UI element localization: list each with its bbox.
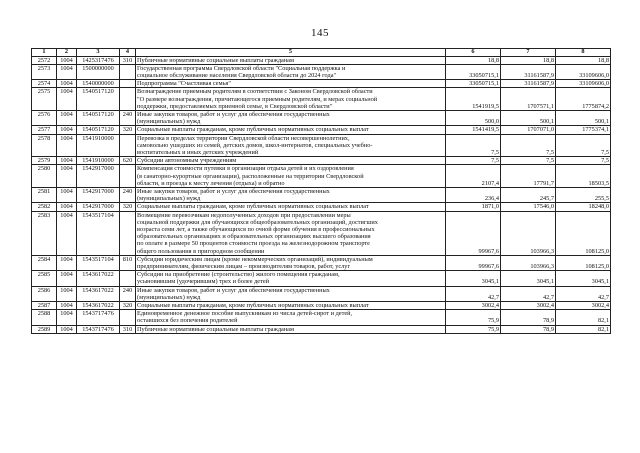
target-article-code: 1540000000: [77, 80, 120, 88]
row-number: 2587: [32, 302, 57, 310]
table-row: [32, 157, 611, 165]
item-name: Государственная программа Свердловской области "Социальная поддержка и социальное обслуживание населения Свердловской области до 2024 года": [136, 64, 446, 79]
row-number: 2579: [32, 157, 57, 165]
amount-year-1: 42,7: [446, 286, 501, 301]
section-code: 1004: [57, 110, 77, 125]
amount-year-1: 99967,6: [446, 255, 501, 270]
amount-year-1: 18,8: [446, 56, 501, 64]
expense-type-code: 620: [120, 157, 136, 165]
section-code: 1004: [57, 165, 77, 188]
expense-type-code: 240: [120, 187, 136, 202]
amount-year-3: 7,5: [556, 157, 611, 165]
table-row: [32, 302, 611, 310]
expense-type-code: [120, 80, 136, 88]
amount-year-1: 75,9: [446, 325, 501, 333]
amount-year-3: 18,8: [556, 56, 611, 64]
table-row: [32, 64, 611, 79]
expense-type-code: 810: [120, 255, 136, 270]
target-article-code: 1500000000: [77, 64, 120, 79]
amount-year-2: 17546,0: [501, 203, 556, 211]
section-code: 1004: [57, 310, 77, 325]
table-row: [32, 165, 611, 188]
row-number: 2589: [32, 325, 57, 333]
table-row: [32, 80, 611, 88]
table-row: [32, 325, 611, 333]
item-name: Публичные нормативные социальные выплаты гражданам: [136, 56, 446, 64]
row-number: 2578: [32, 134, 57, 157]
expense-type-code: 240: [120, 286, 136, 301]
expense-type-code: [120, 165, 136, 188]
section-code: 1004: [57, 157, 77, 165]
amount-year-1: 3002,4: [446, 302, 501, 310]
row-number: 2580: [32, 165, 57, 188]
amount-year-2: 78,9: [501, 310, 556, 325]
target-article-code: 1543717476: [77, 310, 120, 325]
row-number: 2575: [32, 88, 57, 111]
amount-year-3: 3002,4: [556, 302, 611, 310]
row-number: 2574: [32, 80, 57, 88]
amount-year-2: 245,7: [501, 187, 556, 202]
budget-table-body: [32, 49, 611, 334]
target-article-code: 1543517104: [77, 255, 120, 270]
column-number: 4: [120, 49, 136, 57]
amount-year-1: 75,9: [446, 310, 501, 325]
row-number: 2588: [32, 310, 57, 325]
amount-year-1: 1541419,5: [446, 126, 501, 134]
amount-year-1: 33050715,1: [446, 64, 501, 79]
table-row: [32, 134, 611, 157]
target-article-code: 1543617022: [77, 286, 120, 301]
amount-year-2: 103966,3: [501, 211, 556, 255]
target-article-code: 1540517120: [77, 110, 120, 125]
table-row: [32, 110, 611, 125]
section-code: 1004: [57, 134, 77, 157]
section-code: 1004: [57, 80, 77, 88]
table-row: [32, 203, 611, 211]
row-number: 2585: [32, 271, 57, 286]
section-code: 1004: [57, 302, 77, 310]
amount-year-2: 7,5: [501, 157, 556, 165]
section-code: 1004: [57, 211, 77, 255]
item-name: Иные закупки товаров, работ и услуг для обеспечения государственных (муниципальных) нужд: [136, 110, 446, 125]
row-number: 2582: [32, 203, 57, 211]
target-article-code: 1543717476: [77, 325, 120, 333]
table-row: [32, 286, 611, 301]
column-number: 3: [77, 49, 120, 57]
amount-year-1: 33050715,1: [446, 80, 501, 88]
column-number-row: [32, 49, 611, 57]
amount-year-2: 42,7: [501, 286, 556, 301]
section-code: 1004: [57, 286, 77, 301]
row-number: 2576: [32, 110, 57, 125]
table-row: [32, 310, 611, 325]
amount-year-3: 255,5: [556, 187, 611, 202]
amount-year-2: 18,8: [501, 56, 556, 64]
item-name: Перевозка в пределах территории Свердловской области несовершеннолетних, самовольно ушедших из семей, детских домов, школ-интернатов, специальных учебно- воспитательных и иных детских учреждений: [136, 134, 446, 157]
amount-year-1: 1871,0: [446, 203, 501, 211]
table-row: [32, 88, 611, 111]
item-name: Иные закупки товаров, работ и услуг для обеспечения государственных (муниципальных) нужд: [136, 187, 446, 202]
section-code: 1004: [57, 203, 77, 211]
item-name: Подпрограмма "Счастливая семья": [136, 80, 446, 88]
amount-year-3: 82,1: [556, 310, 611, 325]
amount-year-2: 3002,4: [501, 302, 556, 310]
amount-year-2: 78,9: [501, 325, 556, 333]
target-article-code: 1542917000: [77, 165, 120, 188]
amount-year-2: 31161587,9: [501, 80, 556, 88]
amount-year-3: 18248,0: [556, 203, 611, 211]
section-code: 1004: [57, 187, 77, 202]
amount-year-3: 1775374,1: [556, 126, 611, 134]
amount-year-1: 2107,4: [446, 165, 501, 188]
table-row: [32, 271, 611, 286]
amount-year-3: 18503,5: [556, 165, 611, 188]
target-article-code: 1541910000: [77, 134, 120, 157]
target-article-code: 1540517120: [77, 88, 120, 111]
table-row: [32, 211, 611, 255]
amount-year-3: 108125,0: [556, 211, 611, 255]
amount-year-3: 108125,0: [556, 255, 611, 270]
item-name: Единовременное денежное пособие выпускникам из числа детей-сирот и детей, оставшихся без попечения родителей: [136, 310, 446, 325]
amount-year-2: 1707571,1: [501, 88, 556, 111]
row-number: 2581: [32, 187, 57, 202]
table-row: [32, 187, 611, 202]
expense-type-code: [120, 211, 136, 255]
amount-year-1: 99967,6: [446, 211, 501, 255]
item-name: Субсидии юридическим лицам (кроме некоммерческих организаций), индивидуальным предпринимателям, физическим лицам – производителям товаров, работ, услуг: [136, 255, 446, 270]
section-code: 1004: [57, 325, 77, 333]
row-number: 2584: [32, 255, 57, 270]
amount-year-2: 7,5: [501, 134, 556, 157]
section-code: 1004: [57, 126, 77, 134]
budget-table: [31, 48, 611, 334]
table-row: [32, 255, 611, 270]
amount-year-3: 33109606,0: [556, 80, 611, 88]
column-number: 7: [501, 49, 556, 57]
item-name: Социальные выплаты гражданам, кроме публичных нормативных социальных выплат: [136, 126, 446, 134]
amount-year-2: 3045,1: [501, 271, 556, 286]
expense-type-code: [120, 310, 136, 325]
amount-year-1: 7,5: [446, 157, 501, 165]
amount-year-1: 7,5: [446, 134, 501, 157]
page-number: 145: [311, 27, 329, 39]
target-article-code: 1543517104: [77, 211, 120, 255]
row-number: 2577: [32, 126, 57, 134]
section-code: 1004: [57, 88, 77, 111]
amount-year-3: 33109606,0: [556, 64, 611, 79]
amount-year-3: 42,7: [556, 286, 611, 301]
target-article-code: 1542917000: [77, 187, 120, 202]
column-number: 2: [57, 49, 77, 57]
row-number: 2583: [32, 211, 57, 255]
section-code: 1004: [57, 56, 77, 64]
item-name: Вознаграждение приемным родителям в соответствии с Законом Свердловской области "О размере вознаграждения, причитающегося приемным родителям, и мерах социальной поддержки, предоставляемых приемной семье, в Свердловской области": [136, 88, 446, 111]
amount-year-3: 7,5: [556, 134, 611, 157]
amount-year-1: 1541919,5: [446, 88, 501, 111]
item-name: Возмещение перевозчикам недополученных доходов при предоставлении меры социальной поддержки для обучающихся общеобразовательных организаций, достигших возраста семи лет, а также обучающихся по очной форме обучения в профессиональных образовательных организациях и образовательных организациях высшего образования по оплате в размере 50 процентов стоимости проезда на железнодорожном транспорте общего пользования в пригородном сообщении: [136, 211, 446, 255]
amount-year-1: 3045,1: [446, 271, 501, 286]
amount-year-2: 17791,7: [501, 165, 556, 188]
amount-year-1: 236,4: [446, 187, 501, 202]
column-number: 5: [136, 49, 446, 57]
row-number: 2586: [32, 286, 57, 301]
column-number: 8: [556, 49, 611, 57]
item-name: Социальные выплаты гражданам, кроме публичных нормативных социальных выплат: [136, 302, 446, 310]
column-number: 1: [32, 49, 57, 57]
target-article-code: 1540517120: [77, 126, 120, 134]
amount-year-2: 1707071,0: [501, 126, 556, 134]
item-name: Публичные нормативные социальные выплаты гражданам: [136, 325, 446, 333]
expense-type-code: [120, 134, 136, 157]
amount-year-3: 1775874,2: [556, 88, 611, 111]
expense-type-code: 310: [120, 325, 136, 333]
expense-type-code: 320: [120, 126, 136, 134]
amount-year-1: 500,0: [446, 110, 501, 125]
amount-year-2: 103966,3: [501, 255, 556, 270]
target-article-code: 1425317476: [77, 56, 120, 64]
section-code: 1004: [57, 271, 77, 286]
table-row: [32, 56, 611, 64]
item-name: Иные закупки товаров, работ и услуг для обеспечения государственных (муниципальных) нужд: [136, 286, 446, 301]
target-article-code: 1543617022: [77, 302, 120, 310]
section-code: 1004: [57, 255, 77, 270]
expense-type-code: 240: [120, 110, 136, 125]
expense-type-code: 320: [120, 203, 136, 211]
row-number: 2572: [32, 56, 57, 64]
amount-year-3: 82,1: [556, 325, 611, 333]
item-name: Компенсация стоимости путевки в организации отдыха детей и их оздоровления (в санаторно-курортные организации), расположенные на территории Свердловской области, и проезда к месту лечения (отдыха) и обратно: [136, 165, 446, 188]
amount-year-2: 500,1: [501, 110, 556, 125]
item-name: Субсидии на приобретение (строительство) жилого помещения гражданам, усыновившим (удочерившим) трех и более детей: [136, 271, 446, 286]
expense-type-code: 320: [120, 302, 136, 310]
expense-type-code: [120, 88, 136, 111]
amount-year-3: 3045,1: [556, 271, 611, 286]
column-number: 6: [446, 49, 501, 57]
amount-year-3: 500,1: [556, 110, 611, 125]
row-number: 2573: [32, 64, 57, 79]
target-article-code: 1543617022: [77, 271, 120, 286]
expense-type-code: [120, 271, 136, 286]
item-name: Социальные выплаты гражданам, кроме публичных нормативных социальных выплат: [136, 203, 446, 211]
target-article-code: 1541910000: [77, 157, 120, 165]
table-row: [32, 126, 611, 134]
expense-type-code: [120, 64, 136, 79]
expense-type-code: 310: [120, 56, 136, 64]
item-name: Субсидии автономным учреждениям: [136, 157, 446, 165]
section-code: 1004: [57, 64, 77, 79]
amount-year-2: 31161587,9: [501, 64, 556, 79]
target-article-code: 1542917000: [77, 203, 120, 211]
